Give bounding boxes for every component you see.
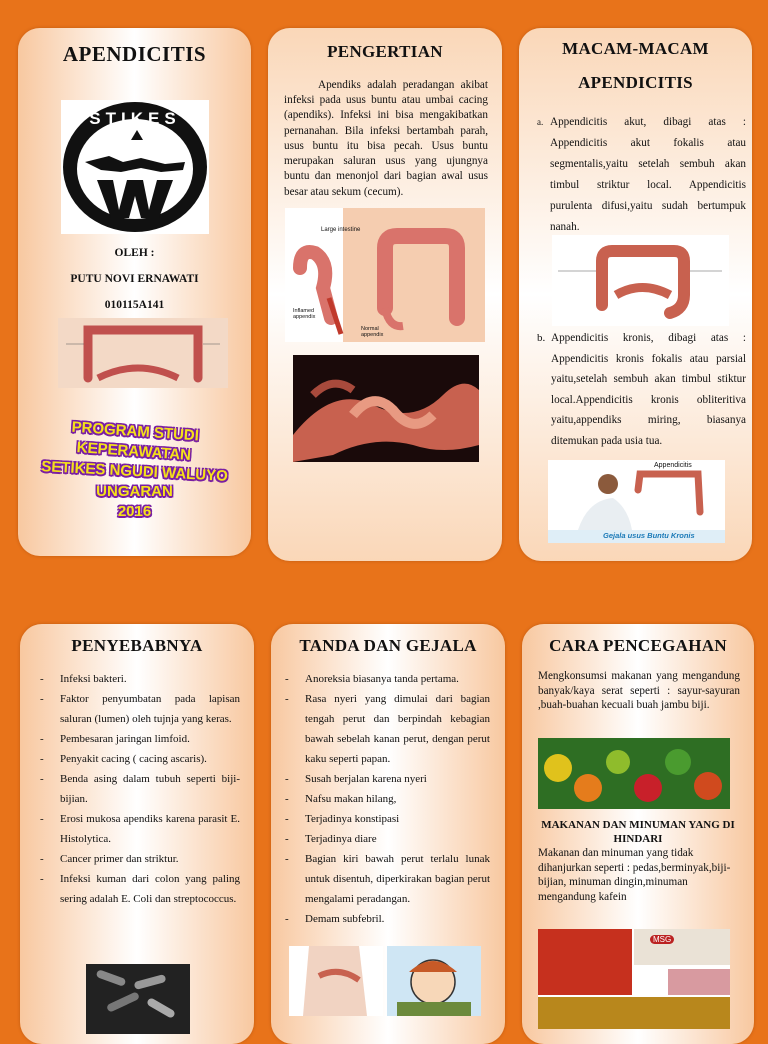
appendicitis-image-title: Appendicitis (654, 462, 692, 469)
list-item: - Bagian kiri bawah perut terlalu lunak untuk disentuh, diperkirakan bagian perut mengalami peradangan. (285, 849, 490, 909)
pencegahan-title: CARA PENCEGAHAN (549, 636, 727, 655)
penyebab-list (40, 669, 240, 909)
author-label: OLEH : (114, 247, 155, 259)
pengertian-text: Apendiks adalah peradangan akibat infeksi pada usus buntu atau umbai cacing (apendiks). Infeksi ini bisa mengakibatkan pernanahan. Bila infeksi bertambah parah, usus buntu itu bisa pecah. Usus buntu merupakan saluran usus yang ujungnya buntu dan menonjol dari bagian awal usus besar atau sekum (cecum). (284, 79, 488, 198)
panel-cover (18, 28, 251, 556)
program-line-2: SETIKES NGUDI WALUYO (40, 458, 229, 485)
marker-b: b. (537, 332, 546, 344)
tanda-title: TANDA DAN GEJALA (299, 636, 477, 655)
abdominal-pain-image (289, 946, 383, 1016)
list-item: - Infeksi kuman dari colon yang paling sering adalah E. Coli dan streptococcus. (40, 869, 240, 909)
macam-item-a (537, 112, 752, 238)
colon-diagram-image (58, 318, 228, 388)
macam-title-line-2: APENDICITIS (578, 73, 693, 92)
label-inflamed-appendix: Inflamed appendix (293, 308, 316, 320)
list-item: - Demam subfebril. (285, 909, 490, 929)
panel-pencegahan (522, 624, 754, 1044)
list-item: - Terjadinya konstipasi (285, 809, 490, 829)
list-item: - Penyakit cacing ( cacing ascaris). (40, 749, 240, 769)
list-item: - Nafsu makan hilang, (285, 789, 490, 809)
list-item: - Pembesaran jaringan limfoid. (40, 729, 240, 749)
list-item: - Rasa nyeri yang dimulai dari bagian tengah perut dan berpindah kebagian bawah sebelah kanan perut, dengan perut kaku seperti papan. (285, 689, 490, 769)
macam-b-text: Appendicitis kronis, dibagi atas : Appendicitis kronis fokalis atau parsial yaitu,setelah sembuh akan timbul stiktur local.Appendicitis kronis obliteritiva yaitu,appendiks miring, biasanya ditemukan pada usia tua. (551, 332, 746, 447)
pengertian-title: PENGERTIAN (327, 42, 443, 61)
penyebab-title: PENYEBABNYA (71, 636, 203, 655)
appendicitis-types-diagram (552, 235, 729, 326)
author-name: PUTU NOVI ERNAWATI (70, 273, 199, 285)
list-item: - Cancer primer dan striktur. (40, 849, 240, 869)
tanda-list (285, 669, 490, 929)
inflamed-intestine-image (293, 355, 479, 462)
panel-macam (519, 28, 752, 561)
marker-a: a. (537, 117, 544, 127)
pencegahan-subtitle: MAKANAN DAN MINUMAN YANG DI HINDARI (541, 819, 735, 845)
label-large-intestine: Large intestine (321, 227, 361, 233)
program-line-1: PROGRAM STUDI KEPERAWATAN (71, 418, 200, 464)
appendicitis-woman-image (548, 460, 725, 543)
msg-badge: MSG (650, 935, 674, 944)
appendicitis-image-caption: Gejala usus Buntu Kronis (603, 531, 695, 540)
cover-title: APENDICITIS (62, 42, 207, 66)
pencegahan-text-1: Mengkonsumsi makanan yang mengandung banyak/kaya serat seperti : sayur-sayuran ,buah-buahan kecuali buah jambu biji. (538, 670, 740, 712)
panel-pengertian (268, 28, 502, 561)
macam-item-b (537, 328, 752, 451)
pencegahan-text-2: Makanan dan minuman yang tidak dihanjurkan seperti : pedas,berminyak,biji-bijian, minuman dingin,minuman mengandung kafein (538, 847, 731, 903)
list-item: - Anoreksia biasanya tanda pertama. (285, 669, 490, 689)
macam-title-line-1: MACAM-MACAM (562, 39, 709, 58)
list-item: - Erosi mukosa apendiks karena parasit E. Histolytica. (40, 809, 240, 849)
list-item: - Terjadinya diare (285, 829, 490, 849)
list-item: - Faktor penyumbatan pada lapisan saluran (lumen) oleh tujnja yang keras. (40, 689, 240, 729)
program-line-3: UNGARAN (96, 483, 173, 500)
list-item: - Benda asing dalam tubuh seperti biji-bijian. (40, 769, 240, 809)
program-line-4: 2016 (117, 503, 152, 520)
macam-a-text: Appendicitis akut, dibagi atas : Appendicitis akut fokalis atau segmentalis,yaitu setelah sembuh akan timbul striktur local. Appendicitis purulenta difusi,yaitu sudah bertumpuk nanah. (550, 116, 746, 233)
list-item: - Infeksi bakteri. (40, 669, 240, 689)
stikes-logo (61, 100, 209, 234)
sick-person-image (387, 946, 481, 1016)
vegetables-fruits-image (538, 738, 730, 809)
avoided-foods-image (538, 929, 730, 1029)
label-normal-appendix: Normal appendix (361, 326, 384, 338)
panel-penyebab (20, 624, 254, 1044)
appendix-anatomy-image (285, 208, 485, 342)
program-text (18, 418, 251, 522)
list-item: - Susah berjalan karena nyeri (285, 769, 490, 789)
logo-text: STIKES (89, 109, 181, 128)
author-id: 010115A141 (104, 299, 165, 311)
panel-tanda (271, 624, 505, 1044)
